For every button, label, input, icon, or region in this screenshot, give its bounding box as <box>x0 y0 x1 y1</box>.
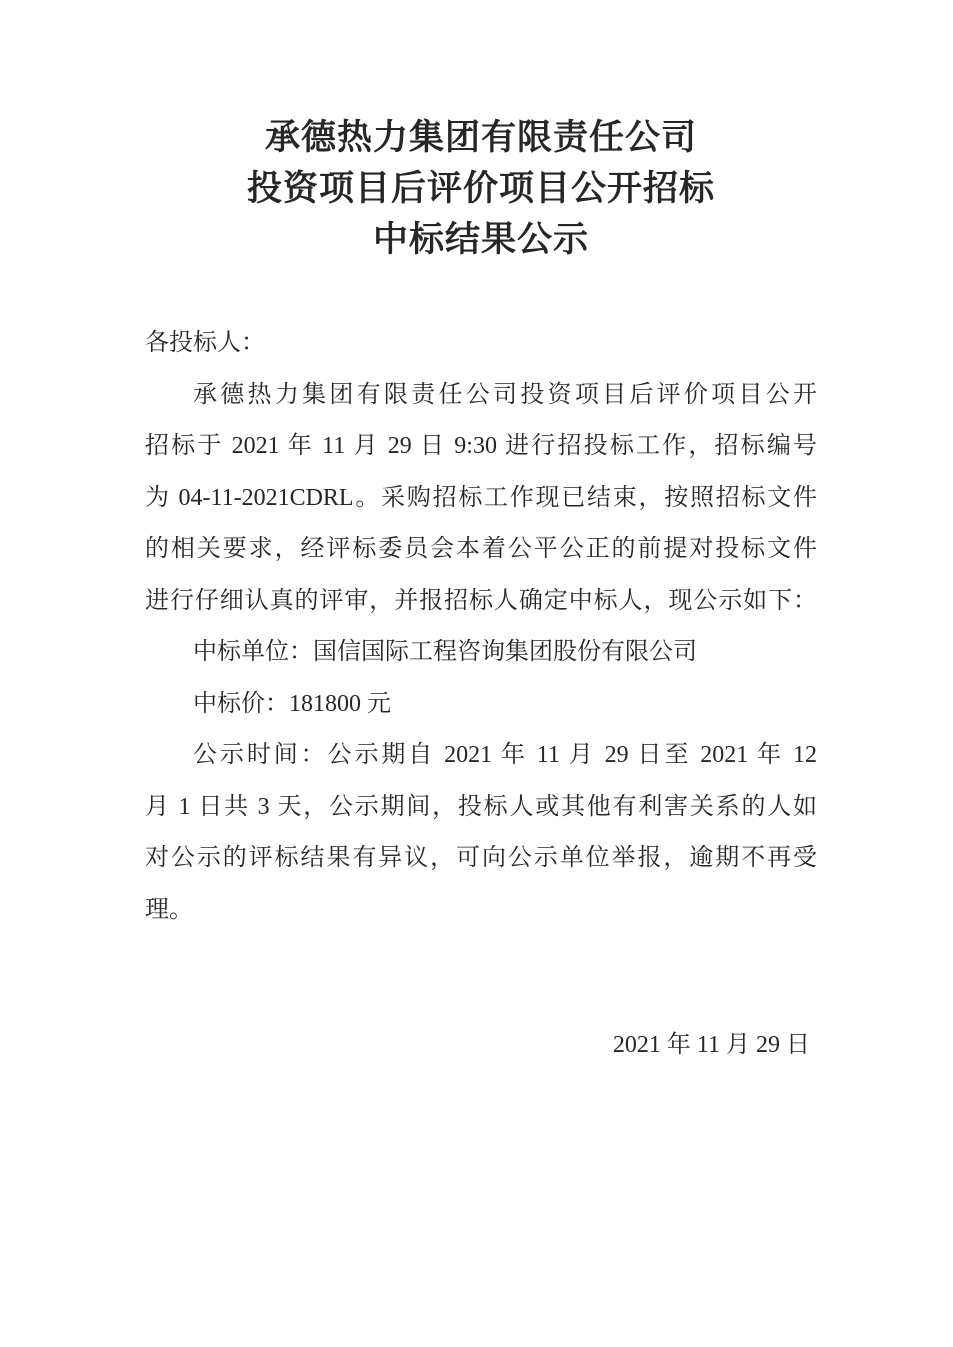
document-body <box>145 318 817 936</box>
title-line-result: 中标结果公示 <box>372 220 589 259</box>
body-line-1: 承德热力集团有限责任公司投资项目后评价项目公开 <box>193 381 817 408</box>
body-line-3: 为 04-11-2021CDRL。采购招标工作现已结束，按照招标文件 <box>145 484 817 511</box>
body-line-5: 进行仔细认真的评审，并报招标人确定中标人，现公示如下： <box>145 587 817 614</box>
winning-unit-line: 中标单位：国信国际工程咨询集团股份有限公司 <box>193 639 697 665</box>
publicity-period-line-1: 公示时间：公示期自 2021 年 11 月 29 日至 2021 年 12 <box>193 742 817 768</box>
announcement-date: 2021 年 11 月 29 日 <box>612 1032 810 1058</box>
salutation: 各投标人： <box>145 330 265 356</box>
title-line-company: 承德热力集团有限责任公司 <box>264 118 697 157</box>
body-line-4: 的相关要求，经评标委员会本着公平公正的前提对投标文件 <box>145 536 817 562</box>
publicity-period-line-3: 对公示的评标结果有异议，可向公示单位举报，逾期不再受 <box>145 845 817 871</box>
body-line-2: 招标于 2021 年 11 月 29 日 9:30 进行招投标工作，招标编号 <box>145 433 817 459</box>
title-line-project: 投资项目后评价项目公开招标 <box>246 169 715 208</box>
publicity-period-line-2: 月 1 日共 3 天，公示期间，投标人或其他有利害关系的人如 <box>145 793 817 820</box>
winning-price-line: 中标价：181800 元 <box>193 690 391 717</box>
document-title <box>145 112 817 265</box>
publicity-period-line-4: 理。 <box>145 896 193 923</box>
